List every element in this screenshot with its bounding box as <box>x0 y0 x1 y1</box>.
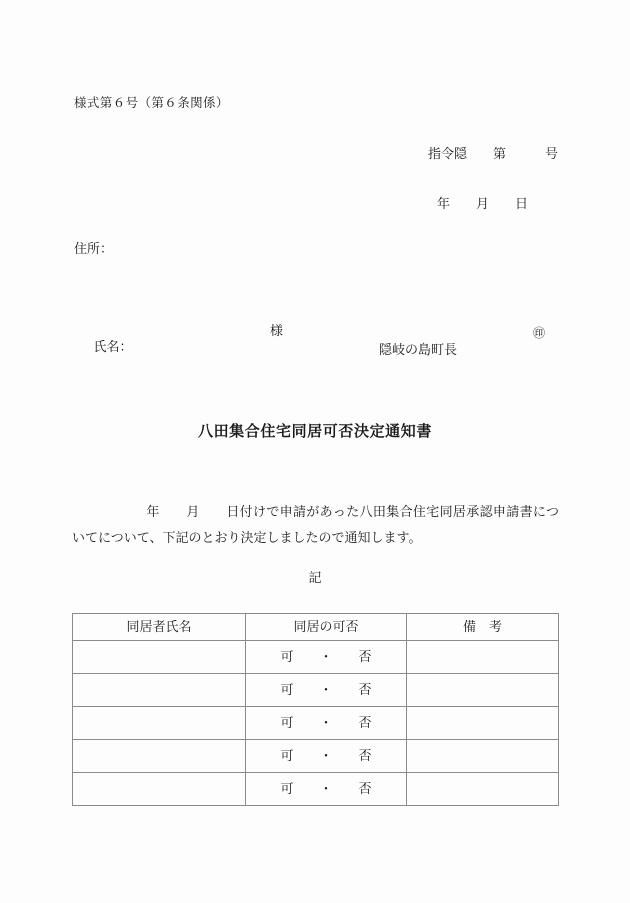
document-title: 八田集合住宅同居可否決定通知書 <box>197 424 432 440</box>
cell-judgement[interactable]: 可 ・ 否 <box>246 674 407 707</box>
recipient-block <box>74 206 284 419</box>
document-number-line: 指令隠 第 号 <box>427 146 558 161</box>
table-header-row <box>73 614 559 641</box>
honorific-label: 様 <box>270 323 284 338</box>
column-header-note: 備 考 <box>407 614 559 641</box>
cell-note[interactable] <box>407 707 559 740</box>
table-row <box>73 641 559 674</box>
table-row <box>73 773 559 806</box>
column-header-name: 同居者氏名 <box>73 614 246 641</box>
cell-name[interactable] <box>73 707 246 740</box>
cell-name[interactable] <box>73 773 246 806</box>
cell-note[interactable] <box>407 740 559 773</box>
issuer-name: 隠岐の島町長 <box>379 342 458 357</box>
document-date-line: 年 月 日 <box>436 196 528 211</box>
cell-judgement[interactable]: 可 ・ 否 <box>246 641 407 674</box>
cell-note[interactable] <box>407 674 559 707</box>
name-label: 氏名： <box>93 339 133 354</box>
issuer-block <box>366 323 546 390</box>
cell-name[interactable] <box>73 740 246 773</box>
column-header-judgement: 同居の可否 <box>246 614 407 641</box>
cell-name[interactable] <box>73 641 246 674</box>
seal-icon: ㊞ <box>533 326 546 340</box>
cell-judgement[interactable]: 可 ・ 否 <box>246 773 407 806</box>
ki-marker: 記 <box>308 570 322 585</box>
table-row <box>73 740 559 773</box>
document-meta-block <box>415 116 558 266</box>
cell-name[interactable] <box>73 674 246 707</box>
cohabitant-decision-table <box>72 613 559 806</box>
body-paragraph <box>72 499 559 551</box>
body-line-1: 年 月 日付けで申請があった八田集合住宅同居承認申請書につい <box>72 504 559 545</box>
cell-note[interactable] <box>407 641 559 674</box>
cohabitant-table-wrapper <box>72 613 558 806</box>
cell-judgement[interactable]: 可 ・ 否 <box>246 707 407 740</box>
table-row <box>73 707 559 740</box>
name-row <box>74 320 284 387</box>
address-label: 住所： <box>74 241 114 256</box>
cell-note[interactable] <box>407 773 559 806</box>
body-line-2: てについて、下記のとおり決定しましたので通知します。 <box>85 530 422 545</box>
form-number: 様式第６号（第６条関係） <box>74 96 229 110</box>
table-row <box>73 674 559 707</box>
cell-judgement[interactable]: 可 ・ 否 <box>246 740 407 773</box>
